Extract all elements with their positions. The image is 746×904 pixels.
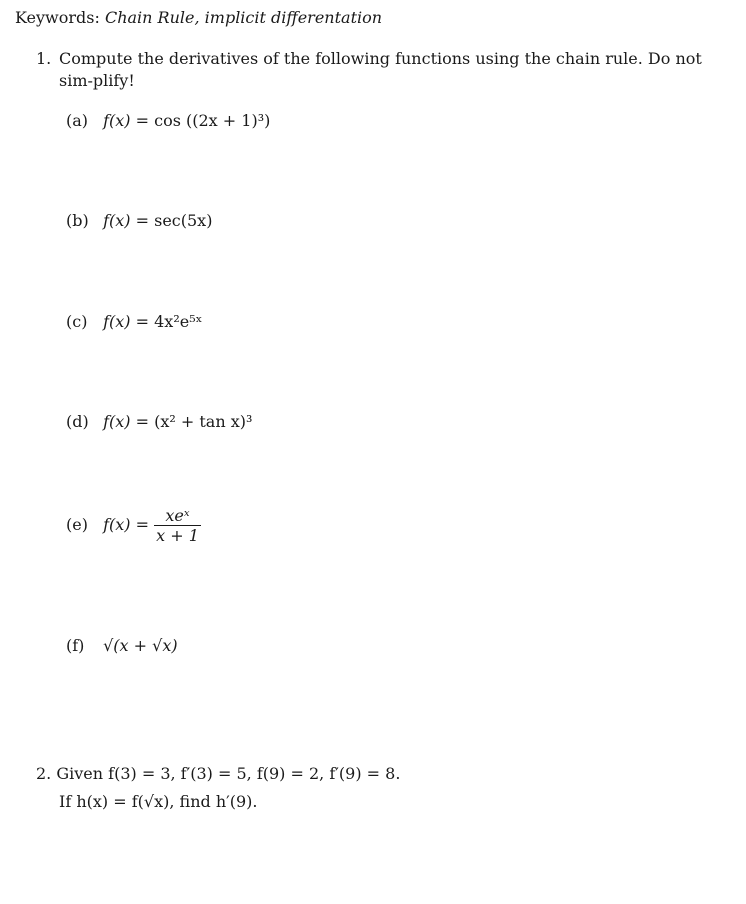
part-c-expr: 4x²e⁵ˣ [154,312,203,331]
question-2-line-1 [36,760,400,788]
part-e-label: (e) [66,515,88,534]
question-2-line-2: If h(x) = f(√x), find h′(9). [59,792,258,811]
part-f [66,636,178,655]
part-d [66,412,252,431]
part-d-lhs: f(x) = [103,412,150,431]
part-b-label: (b) [66,211,89,230]
part-c-label: (c) [66,312,88,331]
part-d-label: (d) [66,412,89,431]
part-e-fraction [154,506,201,545]
part-e [66,506,201,545]
keywords-text: Chain Rule, implicit differentation [104,8,383,27]
question-2-given: Given f(3) = 3, f′(3) = 5, f(9) = 2, f′(9) = 8. [56,764,401,783]
part-e-denominator: x + 1 [156,526,199,545]
part-a-lhs: f(x) = [103,111,150,130]
part-a-label: (a) [66,111,89,130]
part-b-expr: sec(5x) [154,211,213,230]
part-a [66,111,270,130]
question-2 [36,760,400,816]
part-c-lhs: f(x) = [103,312,150,331]
part-f-label: (f) [66,636,85,655]
part-e-numerator: xeˣ [165,506,190,525]
part-b-lhs: f(x) = [103,211,150,230]
keywords-label: Keywords: [15,8,100,27]
part-d-expr: (x² + tan x)³ [154,412,253,431]
question-1-text: Compute the derivatives of the following functions using the chain rule. Do not sim-plify! [59,49,702,90]
question-2-number: 2. [36,764,52,783]
part-a-expr: cos ((2x + 1)³) [154,111,271,130]
part-c [66,312,202,331]
question-1-number: 1. [36,49,52,68]
part-e-lhs: f(x) = [103,515,150,534]
part-b [66,211,212,230]
part-f-expr: √(x + √x) [103,636,178,655]
keywords-line [15,8,382,27]
